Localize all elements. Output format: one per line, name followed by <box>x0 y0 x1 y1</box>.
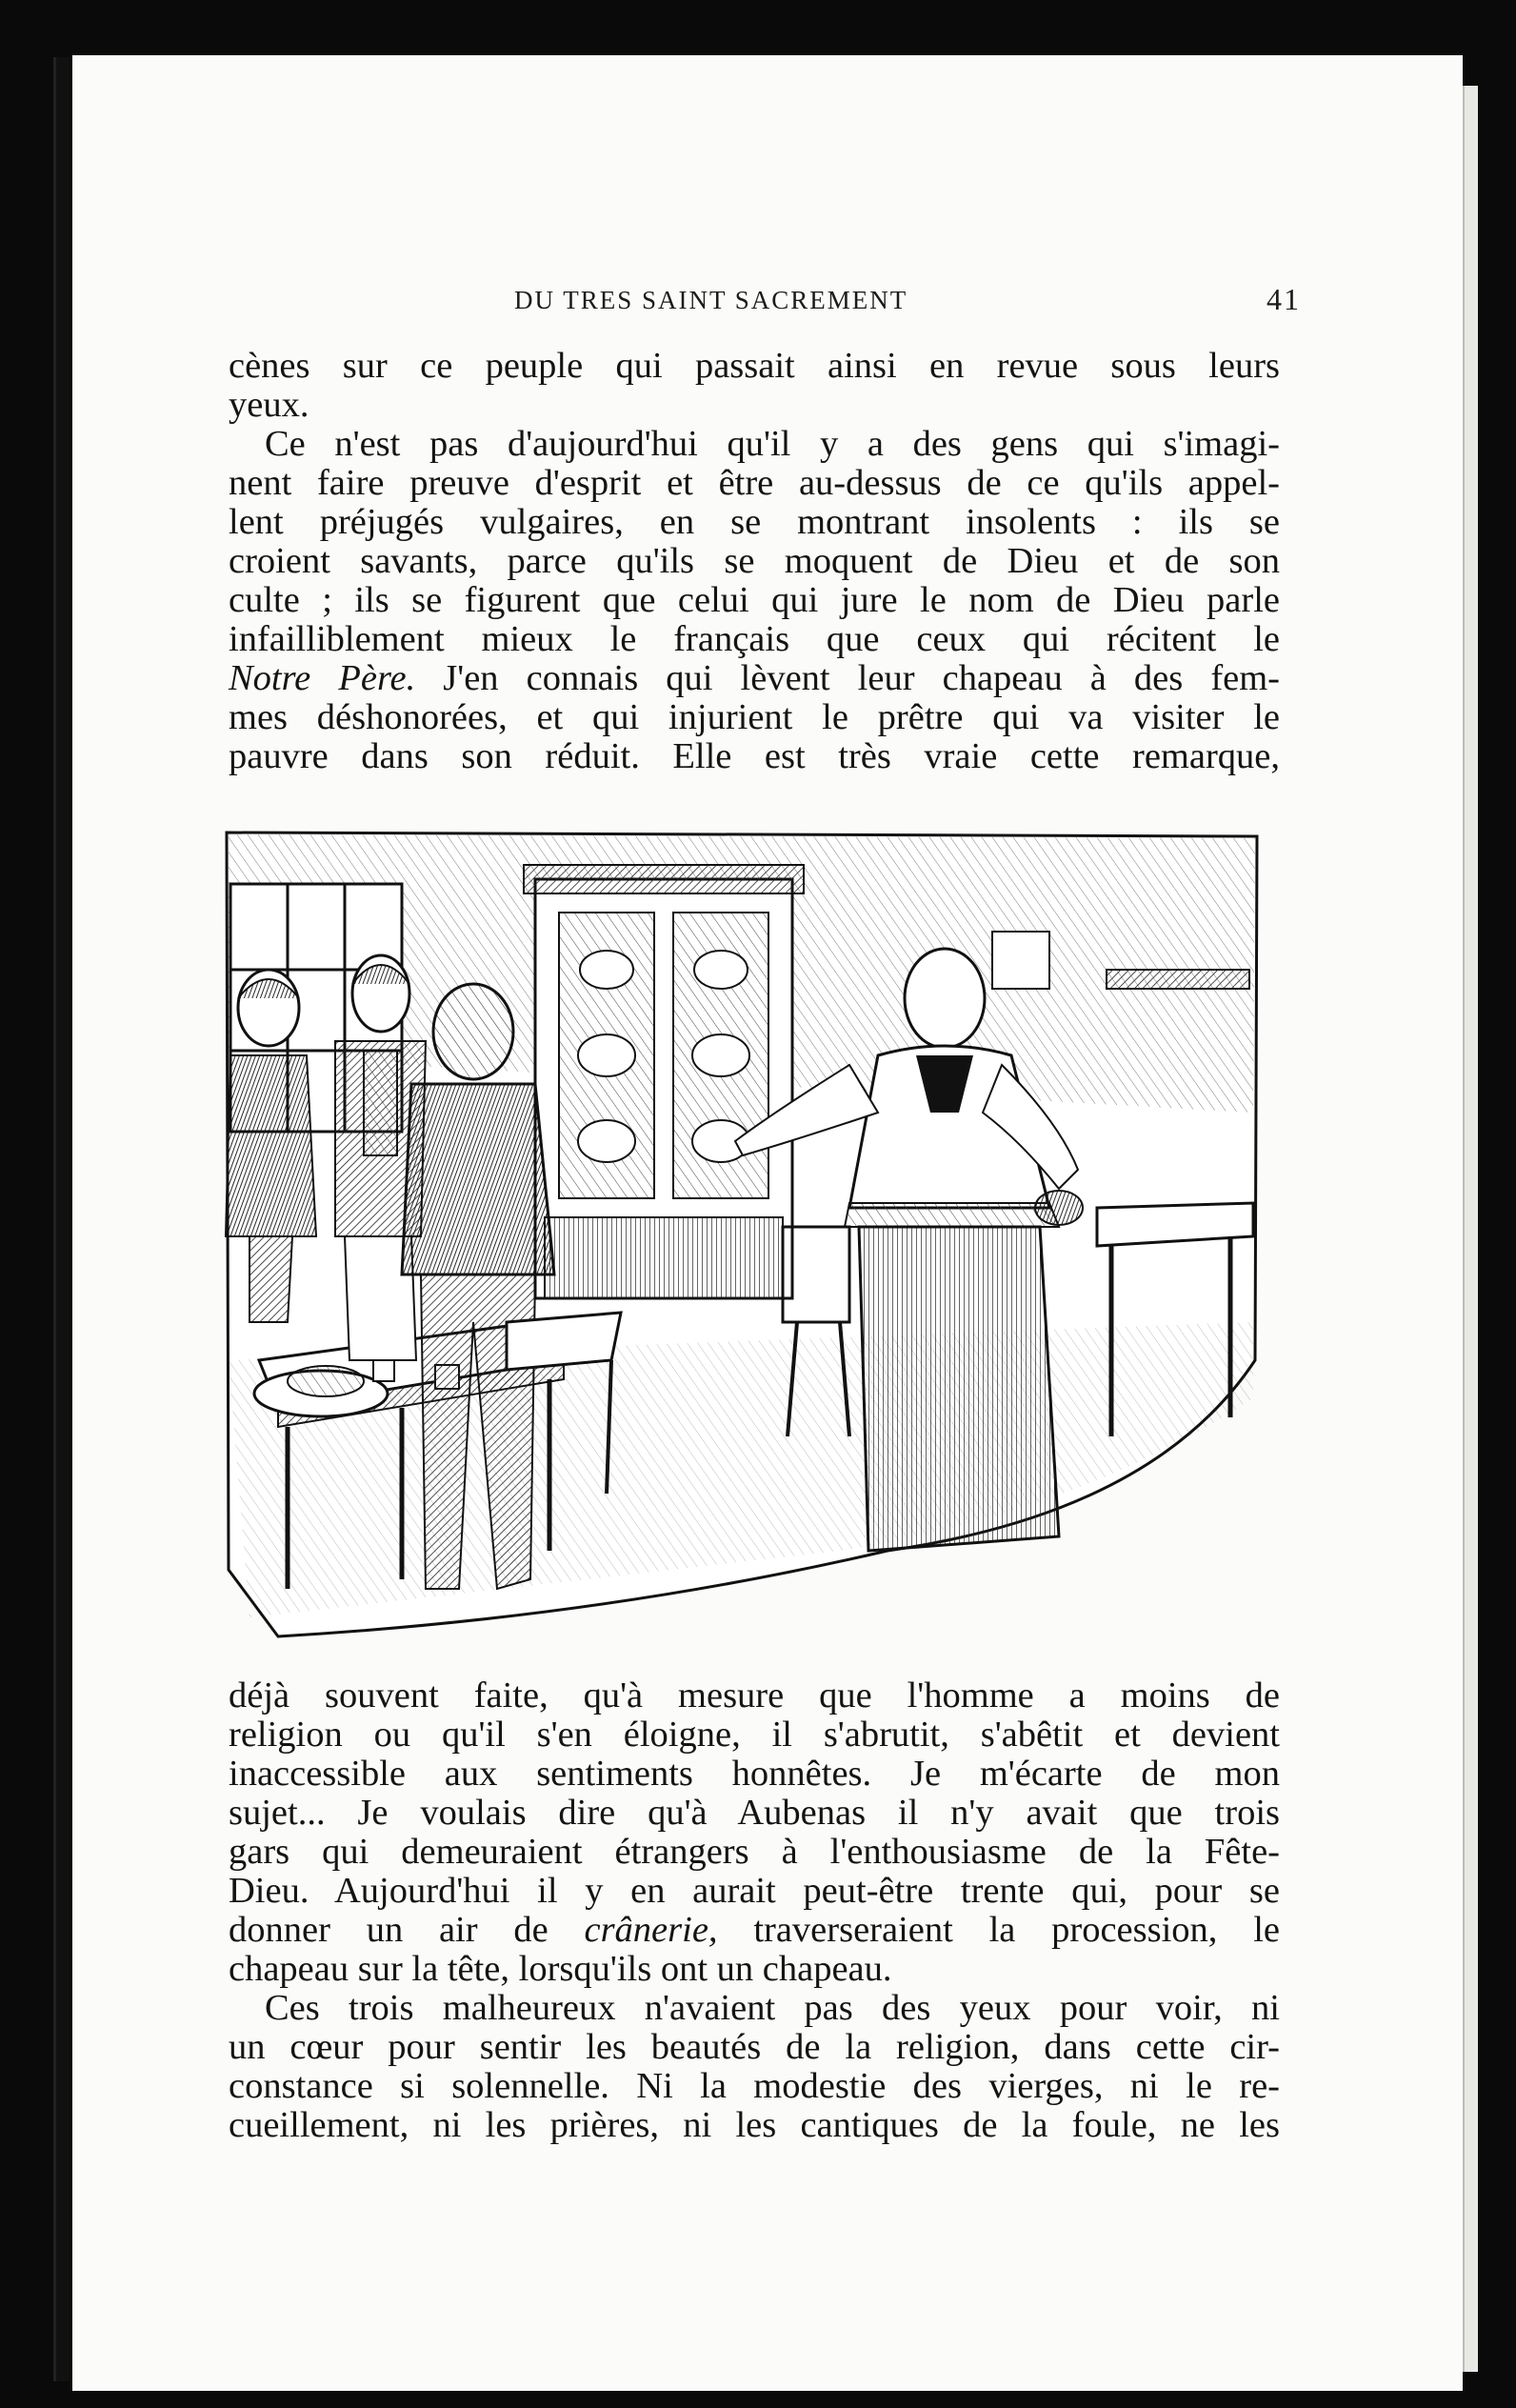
text-line: mes déshonorées, et qui injurient le prêtre qui va visiter le <box>229 697 1280 737</box>
text-line: infailliblement mieux le français que ceux qui récitent le <box>229 619 1280 659</box>
text-line: cueillement, ni les prières, ni les cantiques de la foule, ne les <box>229 2105 1280 2145</box>
text-line: inaccessible aux sentiments honnêtes. Je m'écarte de mon <box>229 1754 1280 1794</box>
book-binding <box>53 57 70 2381</box>
text-line: Ces trois malheureux n'avaient pas des yeux pour voir, ni <box>265 1988 1280 2028</box>
text-line: nent faire preuve d'esprit et être au-dessus de ce qu'ils appel- <box>229 463 1280 503</box>
text-line: constance si solennelle. Ni la modestie des vierges, ni le re- <box>229 2066 1280 2106</box>
text-line: Ce n'est pas d'aujourd'hui qu'il y a des gens qui s'imagi- <box>265 424 1280 464</box>
text-block-top <box>229 347 1280 776</box>
engraving-illustration <box>221 827 1263 1646</box>
italic-title: Notre Père. <box>229 658 416 698</box>
text-line: religion ou qu'il s'en éloigne, il s'abrutit, s'abêtit et devient <box>229 1715 1280 1755</box>
running-header-title: DU TRES SAINT SACREMENT <box>514 286 908 314</box>
text-line <box>229 1911 1280 1950</box>
engraving-drawing <box>221 827 1263 1646</box>
text-line: cènes sur ce peuple qui passait ainsi en revue sous leurs <box>229 346 1280 386</box>
text-line-rest: traverseraient la procession, le <box>717 1910 1280 1950</box>
text-block-bottom <box>229 1676 1280 2145</box>
page-edge <box>1463 86 1478 2372</box>
text-line: pauvre dans son réduit. Elle est très vraie cette remarque, <box>229 736 1280 776</box>
text-line: croient savants, parce qu'ils se moquent de Dieu et de son <box>229 541 1280 581</box>
text-line <box>229 659 1280 698</box>
text-line: déjà souvent faite, qu'à mesure que l'homme a moins de <box>229 1676 1280 1716</box>
text-line: un cœur pour sentir les beautés de la religion, dans cette cir- <box>229 2027 1280 2067</box>
text-line: chapeau sur la tête, lorsqu'ils ont un chapeau. <box>229 1949 892 1989</box>
text-line: yeux. <box>229 385 309 425</box>
text-line: Dieu. Aujourd'hui il y en aurait peut-être trente qui, pour se <box>229 1871 1280 1911</box>
text-line-rest: J'en connais qui lèvent leur chapeau à des fem- <box>415 658 1280 698</box>
italic-word: crânerie, <box>584 1910 718 1950</box>
text-line: culte ; ils se figurent que celui qui jure le nom de Dieu parle <box>229 580 1280 620</box>
page-number: 41 <box>1267 282 1301 316</box>
text-line: sujet... Je voulais dire qu'à Aubenas il n'y avait que trois <box>229 1793 1280 1833</box>
text-line: lent préjugés vulgaires, en se montrant insolents : ils se <box>229 502 1280 542</box>
text-line-start: donner un air de <box>229 1910 585 1950</box>
running-header <box>514 282 1305 320</box>
text-line: gars qui demeuraient étrangers à l'enthousiasme de la Fête- <box>229 1832 1280 1872</box>
